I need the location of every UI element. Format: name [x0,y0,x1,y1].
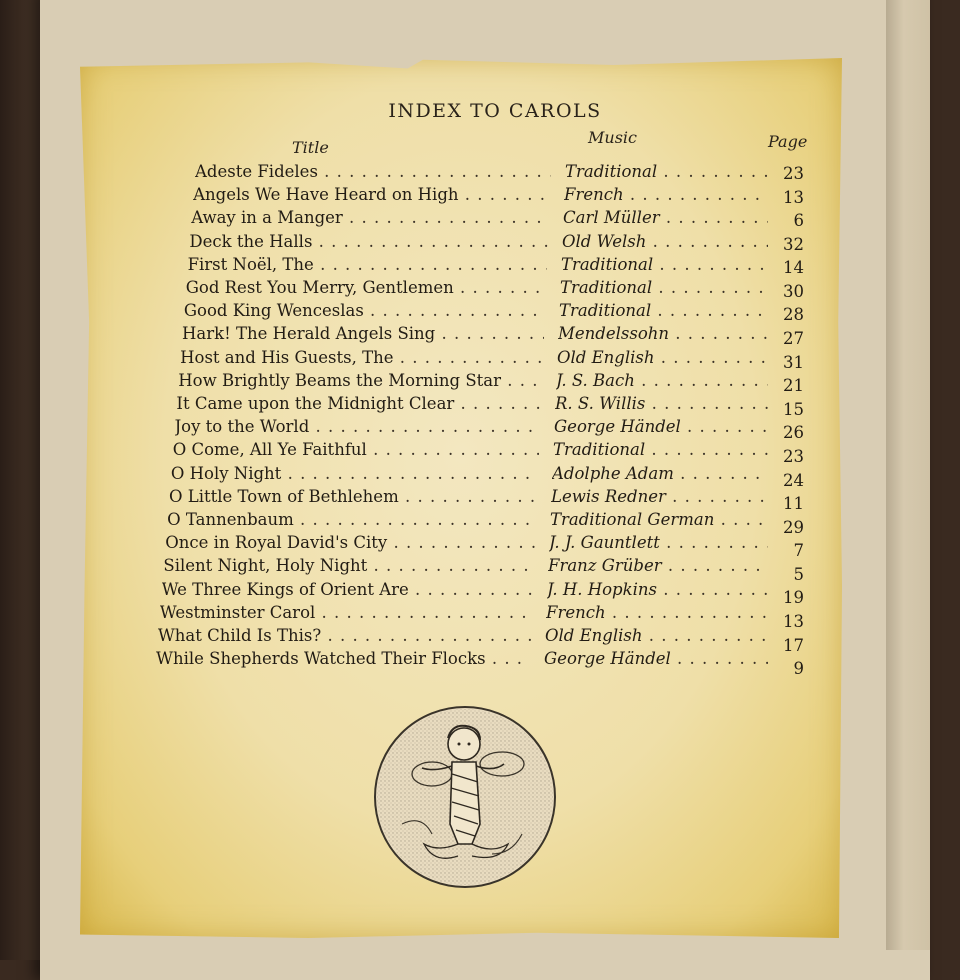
column-header-title: Title [292,138,329,157]
carol-title: Host and His Guests, The . . . [180,348,543,367]
index-heading: INDEX TO CAROLS [388,100,602,122]
carol-row [0,533,960,561]
carol-title: What Child Is This? . . . [158,626,531,645]
carol-title: It Came upon the Midnight Clear . . . [176,394,541,413]
carol-title: Away in a Manger . . . [191,208,549,227]
carol-title: Silent Night, Holy Night . . . [163,556,534,575]
carol-music: Adolphe Adam . . . [552,464,768,483]
carol-music: Lewis Redner . . . [551,487,768,506]
carol-music: Old English . . . [557,348,768,367]
carol-title: How Brightly Beams the Morning Star . . . [178,371,542,390]
carol-page-number: 6 [793,211,804,231]
carol-page-number: 30 [783,281,804,301]
carol-title: O Little Town of Bethlehem . . . [169,487,537,506]
carol-page-number: 15 [783,399,804,419]
carol-row [0,394,960,419]
carol-title: Westminster Carol . . . [160,603,532,622]
carol-title: O Tannenbaum . . . [167,510,536,529]
carol-page-number: 23 [783,446,804,466]
carol-music: Franz Grüber . . . [548,556,768,575]
carol-page-number: 23 [783,164,804,183]
carol-row [0,324,960,349]
carol-page-number: 11 [783,494,804,514]
carol-row [0,463,960,490]
carol-row [0,626,960,655]
carol-music: French . . . [546,603,768,622]
carol-page-number: 19 [783,588,804,608]
carol-page-number: 9 [793,659,804,679]
carol-page-number: 13 [783,187,804,207]
carol-title: While Shepherds Watched Their Flocks . . . [156,649,530,668]
carol-page-number: 5 [793,564,804,584]
carol-row [0,208,960,230]
carol-page-number: 31 [783,352,804,372]
carol-title: God Rest You Merry, Gentlemen . . . [186,278,546,297]
carol-title: Angels We Have Heard on High . . . [193,185,550,204]
carol-row [0,162,960,184]
carol-row [0,370,960,396]
column-header-music: Music [588,128,637,147]
carol-page-number: 27 [783,329,804,349]
carol-row [0,556,960,584]
carol-row [0,510,960,537]
carol-page-number: 13 [783,612,804,632]
carol-music: Old Welsh . . . [562,232,768,251]
carol-music: Traditional . . . [559,301,768,320]
carol-music: Traditional . . . [561,255,768,274]
carol-title: First Noël, The . . . [188,255,547,274]
carol-page-number: 24 [783,470,804,490]
carol-music: Carl Müller . . . [563,208,768,227]
carol-music: Mendelssohn . . . [558,324,768,343]
carol-title: Joy to the World . . . [175,417,540,436]
carol-title: We Three Kings of Orient Are . . . [162,580,533,599]
carol-row [0,348,960,370]
carol-page-number: 21 [783,376,804,396]
carol-title: Good King Wenceslas . . . [184,301,545,320]
carol-music: Traditional . . . [560,278,768,297]
carol-page-number: 26 [783,423,804,443]
carol-row [0,255,960,277]
carol-page-number: 28 [783,305,804,325]
carol-row [0,486,960,514]
carol-title: Hark! The Herald Angels Sing . . . [182,324,544,343]
angel-medallion-illustration [372,704,558,890]
carol-music: J. S. Bach . . . [556,371,768,390]
carol-row [0,649,960,679]
carol-page-number: 29 [783,517,804,537]
carol-music: Traditional . . . [553,440,768,459]
carol-music: Old English . . . [545,626,768,645]
carol-row [0,278,960,300]
carol-row [0,417,960,443]
carol-music: George Händel . . . [544,649,768,668]
carol-title: O Come, All Ye Faithful . . . [173,440,539,459]
carol-music: Traditional . . . [565,162,768,181]
carol-title: Deck the Halls . . . [189,232,548,251]
carol-music: J. J. Gauntlett . . . [549,533,768,552]
carol-page-number: 14 [783,258,804,278]
carol-page-number: 32 [783,234,804,254]
carol-title: Adeste Fideles . . . [195,162,551,181]
carol-music: French . . . [564,185,768,204]
carol-row [0,232,960,254]
carol-title: Once in Royal David's City . . . [165,533,535,552]
carol-row [0,301,960,323]
carol-music: Traditional German . . . [550,510,768,529]
carol-row [0,579,960,608]
carol-row [0,185,960,207]
carol-title: O Holy Night . . . [171,464,538,483]
carol-music: George Händel . . . [554,417,768,436]
carol-music: R. S. Willis . . . [555,394,768,413]
carol-row [0,440,960,466]
carol-page-number: 7 [793,541,804,561]
carol-music: J. H. Hopkins . . . [547,580,768,599]
carol-page-number: 17 [783,635,804,655]
column-header-page: Page [768,132,808,151]
carol-row [0,602,960,632]
